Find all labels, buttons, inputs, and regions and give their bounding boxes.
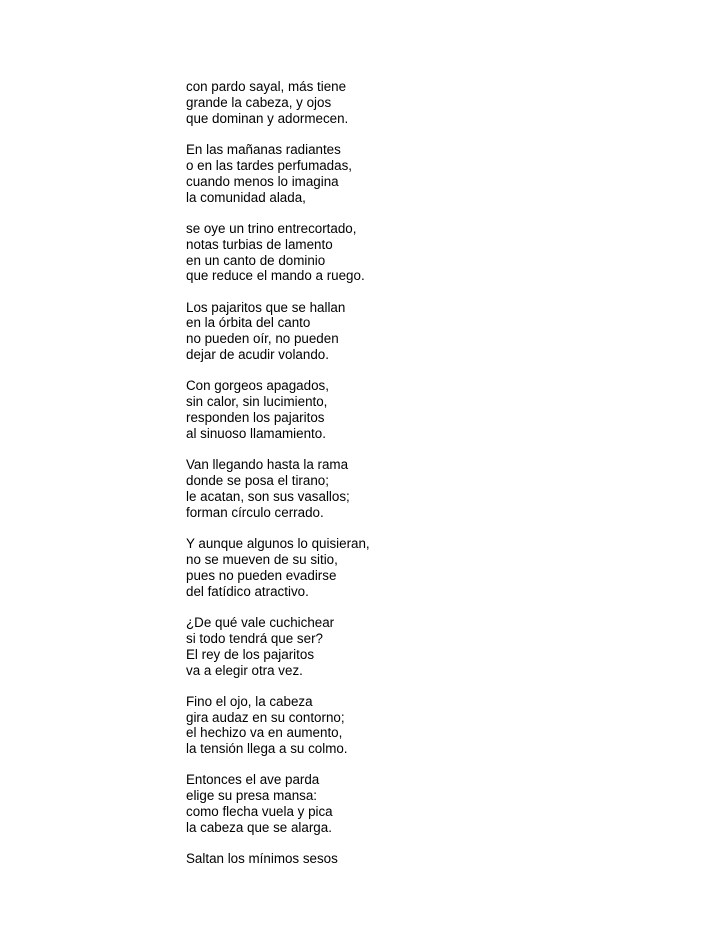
poem-line: en la órbita del canto	[186, 315, 311, 331]
poem-line: va a elegir otra vez.	[186, 662, 303, 678]
poem-line: Los pajaritos que se hallan	[186, 299, 346, 315]
poem-line: Y aunque algunos lo quisieran,	[186, 535, 370, 551]
poem-line: Van llegando hasta la rama	[186, 457, 349, 473]
poem-line: la cabeza que se alarga.	[186, 820, 332, 836]
poem-line: pues no pueden evadirse	[186, 567, 337, 583]
poem-line: que dominan y adormecen.	[186, 110, 349, 126]
stanza	[186, 79, 606, 127]
poem-line: si todo tendrá que ser?	[186, 630, 323, 646]
poem-line: Con gorgeos apagados,	[186, 378, 329, 394]
poem-line: le acatan, son sus vasallos;	[186, 488, 350, 504]
poem-line: gira audaz en su contorno;	[186, 709, 345, 725]
stanza	[186, 300, 606, 364]
poem-line: con pardo sayal, más tiene	[186, 79, 347, 94]
stanza	[186, 694, 606, 758]
poem-text	[186, 79, 606, 882]
stanza	[186, 142, 606, 206]
poem-line: donde se posa el tirano;	[186, 473, 329, 489]
stanza	[186, 221, 606, 285]
poem-line: el hechizo va en aumento,	[186, 725, 343, 741]
stanza	[186, 536, 606, 600]
poem-line: que reduce el mando a ruego.	[186, 268, 365, 284]
poem-line: no se mueven de su sitio,	[186, 551, 338, 567]
poem-line: se oye un trino entrecortado,	[186, 220, 357, 236]
poem-line: cuando menos lo imagina	[186, 173, 339, 189]
poem-line: del fatídico atractivo.	[186, 583, 309, 599]
poem-line: forman círculo cerrado.	[186, 504, 324, 520]
stanza	[186, 772, 606, 836]
poem-line: notas turbias de lamento	[186, 236, 333, 252]
poem-line: como flecha vuela y pica	[186, 804, 333, 820]
poem-line: dejar de acudir volando.	[186, 347, 329, 363]
poem-line: la comunidad alada,	[186, 189, 306, 205]
stanza	[186, 615, 606, 679]
poem-line: grande la cabeza, y ojos	[186, 94, 332, 110]
stanza	[186, 851, 606, 867]
poem-line: al sinuoso llamamiento.	[186, 426, 326, 442]
poem-line: sin calor, sin lucimiento,	[186, 394, 328, 410]
poem-line: Fino el ojo, la cabeza	[186, 693, 313, 709]
poem-line: ¿De qué vale cuchichear	[186, 614, 335, 630]
poem-line: Entonces el ave parda	[186, 772, 320, 788]
poem-line: no pueden oír, no pueden	[186, 331, 339, 347]
poem-line: la tensión llega a su colmo.	[186, 741, 348, 757]
stanza	[186, 378, 606, 442]
poem-line: En las mañanas radiantes	[186, 141, 341, 157]
poem-line: Saltan los mínimos sesos	[186, 851, 338, 867]
poem-line: El rey de los pajaritos	[186, 646, 315, 662]
poem-line: elige su presa mansa:	[186, 788, 318, 804]
stanza	[186, 457, 606, 521]
poem-line: en un canto de dominio	[186, 252, 326, 268]
poem-line: o en las tardes perfumadas,	[186, 157, 352, 173]
poem-line: responden los pajaritos	[186, 410, 325, 426]
